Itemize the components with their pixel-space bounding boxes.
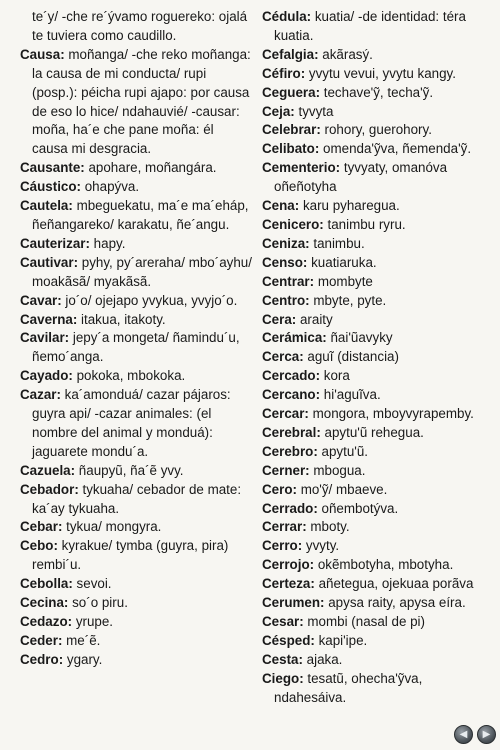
entry-headword: Centro: xyxy=(262,292,310,308)
entry-definition: techave'ỹ, techa'ỹ. xyxy=(320,84,434,100)
entry-definition: akãrasý. xyxy=(318,46,373,62)
dictionary-entry xyxy=(262,537,494,556)
entry-definition: ka´amonduá/ cazar pájaros: guyra api/ -cazar animales: (el nombre del animal y monduá): jaguarete mondu´a. xyxy=(32,387,231,459)
entry-definition: tyvyta xyxy=(294,103,334,119)
entry-headword: Ceja: xyxy=(262,103,295,119)
dictionary-entry xyxy=(20,329,252,367)
entry-headword: Cauterizar: xyxy=(20,235,90,251)
entry-definition: jo´o/ ojejapo yvykua, yvyjo´o. xyxy=(61,292,238,308)
dictionary-entry xyxy=(20,575,252,594)
dictionary-entry xyxy=(20,46,252,159)
dictionary-entry xyxy=(262,632,494,651)
entry-headword: Cementerio: xyxy=(262,160,341,176)
entry-headword: Ceniza: xyxy=(262,235,310,251)
entry-headword: Cerumen: xyxy=(262,595,325,611)
entry-definition: sevoi. xyxy=(72,576,112,592)
entry-definition: te´y/ -che re´ývamo roguereko: ojalá te tuviera como caudillo. xyxy=(32,9,248,43)
dictionary-entry xyxy=(262,84,494,103)
entry-headword: Cebolla: xyxy=(20,576,73,592)
entry-headword: Cebo: xyxy=(20,538,58,554)
entry-definition: kuatia/ -de identidad: téra kuatia. xyxy=(274,9,466,43)
entry-definition: tanimbu ryru. xyxy=(323,216,406,232)
entry-definition: apysa raity, apysa eíra. xyxy=(324,595,466,611)
dictionary-entry xyxy=(20,537,252,575)
entry-headword: Cerrado: xyxy=(262,500,318,516)
entry-definition: apytu'ũ. xyxy=(317,443,369,459)
dictionary-entry xyxy=(20,594,252,613)
dictionary-entry xyxy=(262,575,494,594)
previous-page-button[interactable] xyxy=(454,725,473,744)
dictionary-entry xyxy=(20,386,252,462)
entry-headword: Cerner: xyxy=(262,462,310,478)
entry-definition: ñaupyũ, ña´ẽ yvy. xyxy=(75,462,184,478)
right-column xyxy=(262,8,494,708)
dictionary-entry xyxy=(262,651,494,670)
entry-headword: Cecina: xyxy=(20,595,69,611)
entry-headword: Cavilar: xyxy=(20,330,70,346)
prev-arrow-icon: ◀ xyxy=(459,729,468,740)
dictionary-entry xyxy=(262,311,494,330)
dictionary-entry xyxy=(262,556,494,575)
entry-headword: Cavar: xyxy=(20,292,62,308)
entry-definition: araity xyxy=(296,311,333,327)
entry-definition: kyrakue/ tymba (guyra, pira) rembi´u. xyxy=(32,538,229,573)
entry-headword: Cautela: xyxy=(20,198,73,214)
dictionary-entry xyxy=(262,159,494,197)
entry-headword: Causa: xyxy=(20,46,65,62)
dictionary-entry xyxy=(262,405,494,424)
entry-headword: Ceguera: xyxy=(262,84,321,100)
dictionary-entry xyxy=(262,121,494,140)
dictionary-entry xyxy=(262,462,494,481)
entry-headword: Cesta: xyxy=(262,651,303,667)
dictionary-entry xyxy=(262,613,494,632)
dictionary-entry xyxy=(262,518,494,537)
next-arrow-icon: ▶ xyxy=(482,729,491,740)
entry-definition: pokoka, mbokoka. xyxy=(72,368,186,384)
entry-headword: Cazuela: xyxy=(20,462,76,478)
entry-definition: ygary. xyxy=(63,651,103,667)
dictionary-entry xyxy=(262,292,494,311)
entry-definition: ohapýva. xyxy=(81,179,140,195)
entry-definition: tesatũ, ohecha'ỹva, ndahesáiva. xyxy=(274,670,423,705)
entry-definition: ajaka. xyxy=(302,651,343,667)
entry-headword: Cerrojo: xyxy=(262,557,315,573)
entry-definition: yrupe. xyxy=(72,614,114,629)
dictionary-entry xyxy=(20,632,252,651)
entry-headword: Caverna: xyxy=(20,311,78,327)
entry-headword: Cesar: xyxy=(262,614,304,629)
entry-definition: tykuaha/ cebador de mate: ka´ay tykuaha. xyxy=(32,481,242,516)
entry-headword: Censo: xyxy=(262,254,308,270)
dictionary-entry xyxy=(262,254,494,273)
dictionary-entry xyxy=(262,443,494,462)
dictionary-entry xyxy=(262,424,494,443)
entry-headword: Certeza: xyxy=(262,576,315,592)
entry-definition: mo'ỹ/ mbaeve. xyxy=(296,481,388,497)
dictionary-entry xyxy=(262,594,494,613)
entry-definition: tykua/ mongyra. xyxy=(62,519,162,535)
dictionary-entry xyxy=(20,651,252,670)
dictionary-entry xyxy=(20,197,252,235)
entry-headword: Causante: xyxy=(20,160,85,176)
dictionary-entry xyxy=(262,273,494,292)
entry-headword: Cazar: xyxy=(20,387,61,403)
entry-headword: Centrar: xyxy=(262,273,315,289)
entry-definition: itakua, itakoty. xyxy=(77,311,166,327)
dictionary-entry xyxy=(20,8,252,46)
entry-definition: kuatiaruka. xyxy=(307,254,377,270)
dictionary-entry xyxy=(20,235,252,254)
entry-definition: karu pyharegua. xyxy=(299,198,400,214)
dictionary-entry xyxy=(20,462,252,481)
entry-definition: ñai'ũavyky xyxy=(326,330,393,346)
entry-headword: Cedazo: xyxy=(20,614,73,629)
dictionary-entry xyxy=(262,8,494,46)
entry-headword: Cefalgia: xyxy=(262,46,319,62)
next-page-button[interactable] xyxy=(477,725,496,744)
entry-headword: Cebador: xyxy=(20,481,79,497)
dictionary-entry xyxy=(20,367,252,386)
dictionary-entry xyxy=(262,235,494,254)
dictionary-entry xyxy=(262,197,494,216)
dictionary-entry xyxy=(262,367,494,386)
entry-headword: Césped: xyxy=(262,632,315,648)
entry-definition: mombi (nasal de pi) xyxy=(303,614,425,629)
entry-definition: mboty. xyxy=(306,519,350,535)
entry-headword: Cáustico: xyxy=(20,179,82,195)
entry-definition: oñembotýva. xyxy=(317,500,399,516)
dictionary-entry xyxy=(262,46,494,65)
entry-definition: kapi'ipe. xyxy=(314,632,368,648)
dictionary-entry xyxy=(262,500,494,519)
dictionary-entry xyxy=(262,329,494,348)
entry-definition: kora xyxy=(320,368,350,384)
entry-definition: aguĩ (distancia) xyxy=(303,349,399,365)
entry-headword: Cerebral: xyxy=(262,424,321,440)
entry-headword: Cerro: xyxy=(262,538,303,554)
entry-headword: Cayado: xyxy=(20,368,73,384)
entry-definition: apytu'ũ rehegua. xyxy=(320,424,424,440)
entry-definition: tyvyaty, omanóva oñeñotyha xyxy=(274,160,448,195)
entry-definition: apohare, moñangára. xyxy=(84,160,217,176)
dictionary-entry xyxy=(20,481,252,519)
entry-headword: Céfiro: xyxy=(262,65,306,81)
entry-definition: hapy. xyxy=(89,235,126,251)
entry-definition: mongora, mboyvyrapemby. xyxy=(308,406,474,422)
dictionary-entry xyxy=(20,292,252,311)
entry-headword: Celebrar: xyxy=(262,122,321,138)
entry-headword: Cédula: xyxy=(262,9,312,24)
entry-definition: mbogua. xyxy=(309,462,366,478)
entry-definition: mbyte, pyte. xyxy=(309,292,387,308)
entry-definition: añetegua, ojekuaa porãva xyxy=(314,576,474,592)
dictionary-entry xyxy=(262,216,494,235)
entry-headword: Ciego: xyxy=(262,670,304,686)
dictionary-entry xyxy=(262,65,494,84)
entry-definition: omenda'ỹva, ñemenda'ỹ. xyxy=(319,141,472,157)
entry-headword: Cerebro: xyxy=(262,443,318,459)
dictionary-entry xyxy=(262,386,494,405)
entry-definition: pyhy, py´areraha/ mbo´ayhu/ moakãsã/ myakãsã. xyxy=(32,254,252,289)
dictionary-entry xyxy=(20,518,252,537)
entry-headword: Cebar: xyxy=(20,519,63,535)
left-column xyxy=(20,8,252,670)
dictionary-entry xyxy=(20,159,252,178)
dictionary-entry xyxy=(262,348,494,367)
entry-headword: Cera: xyxy=(262,311,297,327)
entry-headword: Ceder: xyxy=(20,632,63,648)
entry-headword: Cerca: xyxy=(262,349,304,365)
entry-headword: Cenicero: xyxy=(262,216,324,232)
entry-headword: Cercado: xyxy=(262,368,321,384)
entry-headword: Cercar: xyxy=(262,406,309,422)
entry-definition: mombyte xyxy=(314,273,373,289)
entry-headword: Cerrar: xyxy=(262,519,307,535)
entry-headword: Cercano: xyxy=(262,387,321,403)
entry-definition: rohory, guerohory. xyxy=(320,122,432,138)
dictionary-entry xyxy=(262,670,494,708)
entry-definition: so´o piru. xyxy=(68,595,128,611)
dictionary-entry xyxy=(262,103,494,122)
entry-headword: Cerámica: xyxy=(262,330,327,346)
dictionary-entry xyxy=(20,613,252,632)
dictionary-entry xyxy=(20,178,252,197)
entry-definition: mbeguekatu, ma´e ma´eháp, ñeñangareko/ karakatu, ñe´angu. xyxy=(32,198,249,232)
entry-headword: Celibato: xyxy=(262,141,320,157)
entry-headword: Cedro: xyxy=(20,651,64,667)
entry-definition: yvyty. xyxy=(302,538,340,554)
entry-definition: okẽmbotyha, mbotyha. xyxy=(314,557,454,573)
entry-headword: Cautivar: xyxy=(20,254,79,270)
entry-definition: jepy´a mongeta/ ñamindu´u, ñemo´anga. xyxy=(32,330,240,365)
dictionary-entry xyxy=(262,481,494,500)
dictionary-entry xyxy=(20,254,252,292)
entry-headword: Cero: xyxy=(262,481,297,497)
entry-definition: tanimbu. xyxy=(309,235,365,251)
dictionary-entry xyxy=(20,311,252,330)
dictionary-entry xyxy=(262,140,494,159)
entry-definition: moñanga/ -che reko moñanga: la causa de mi conducta/ rupi (posp.): péicha rupi ajapo: por causa de eso lo hice/ ndahauvié/ -causar: moña, ha´e che pane moña: él causa mi desgracia. xyxy=(32,46,251,157)
entry-definition: yvytu vevui, yvytu kangy. xyxy=(305,65,456,81)
entry-definition: hi'aguĩva. xyxy=(320,387,381,403)
entry-definition: me´ẽ. xyxy=(62,632,101,648)
page-nav xyxy=(454,725,496,744)
entry-headword: Cena: xyxy=(262,198,300,214)
